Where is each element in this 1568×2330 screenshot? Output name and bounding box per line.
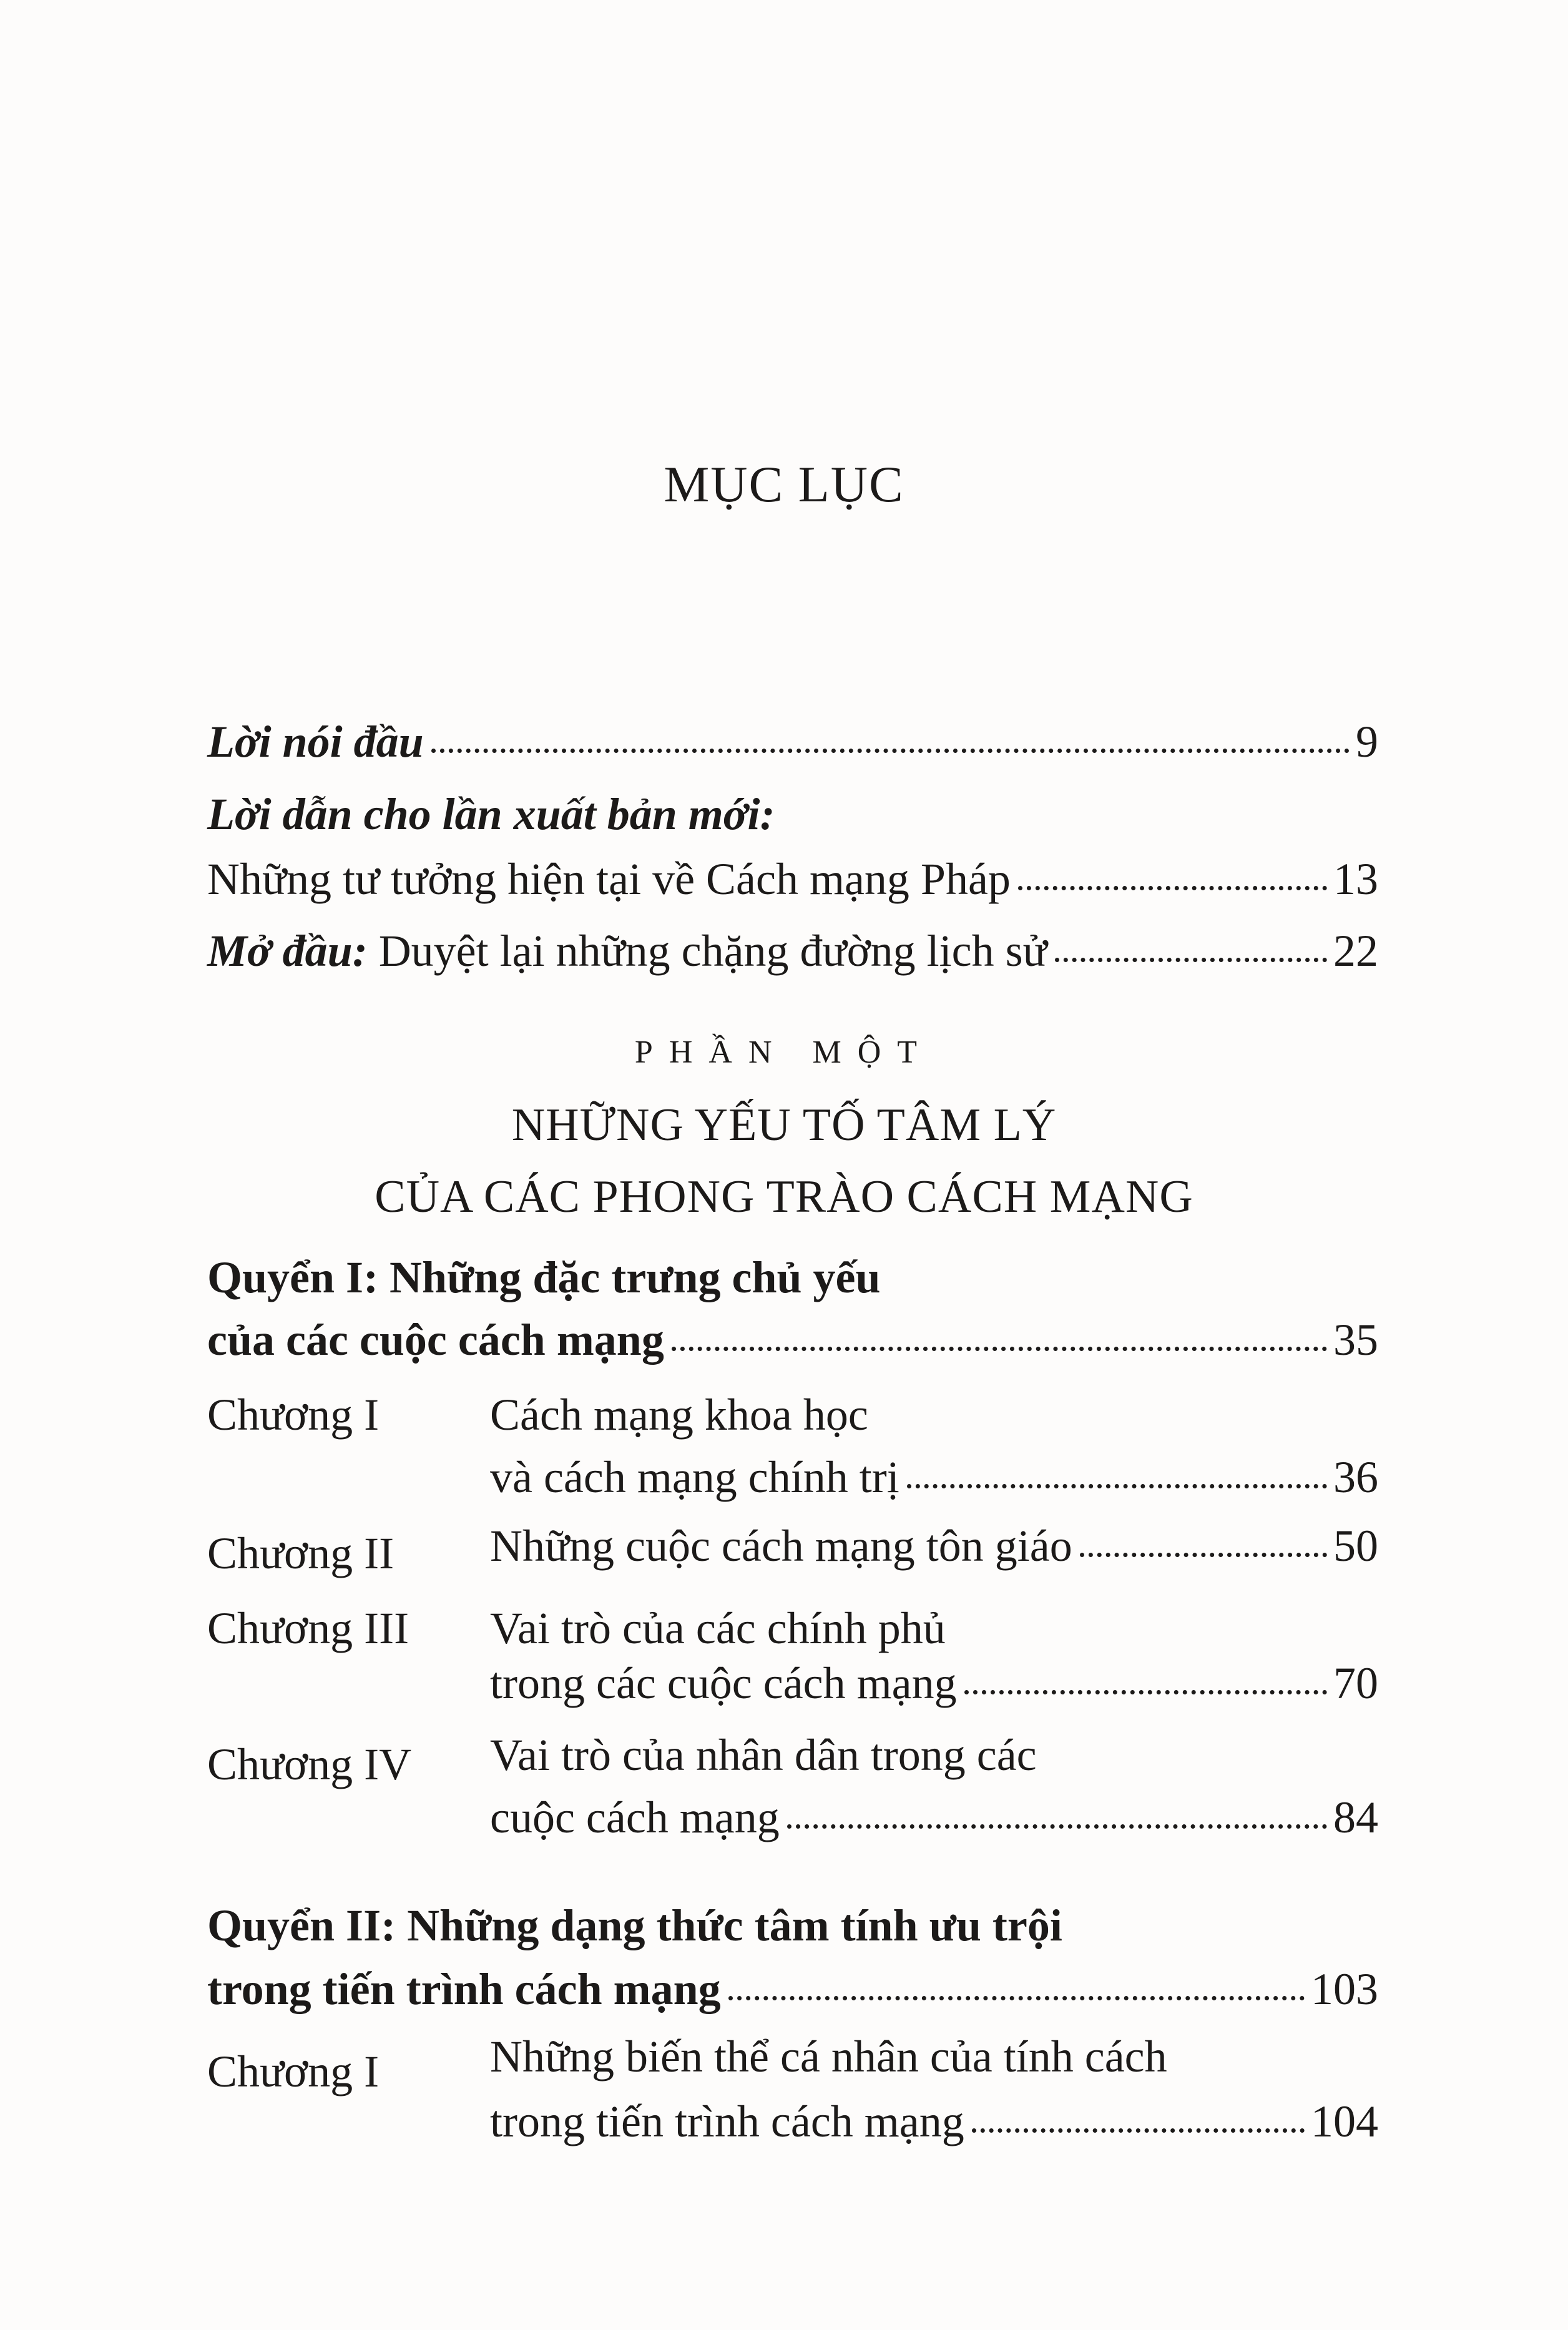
entry-page: 104 — [1311, 2097, 1378, 2146]
entry-page: 35 — [1333, 1315, 1378, 1365]
entry-page: 22 — [1333, 926, 1378, 976]
toc-entry-chapter — [490, 1521, 1378, 1571]
chapter-number: Chương I — [207, 1390, 380, 1440]
book-1-title-line2: của các cuộc cách mạng — [207, 1315, 664, 1365]
leader-dots — [431, 749, 1350, 753]
chapter-number: Chương IV — [207, 1739, 412, 1789]
toc-entry-book-1 — [207, 1315, 1378, 1365]
entry-subtitle: Những tư tưởng hiện tại về Cách mạng Pháp — [207, 854, 1011, 904]
entry-label: Lời nói đầu — [207, 717, 424, 767]
leader-dots — [787, 1824, 1327, 1829]
page-title: MỤC LỤC — [664, 456, 904, 513]
chapter-title-line2: trong các cuộc cách mạng — [490, 1658, 957, 1708]
chapter-number: Chương I — [207, 2047, 380, 2097]
leader-dots — [964, 1690, 1327, 1694]
entry-label-new-edition: Lời dẫn cho lần xuất bản mới: — [207, 789, 775, 839]
leader-dots — [1080, 1553, 1327, 1557]
toc-entry-preface — [207, 717, 1378, 767]
entry-page: 13 — [1333, 854, 1378, 904]
part-title-line2: CỦA CÁC PHONG TRÀO CÁCH MẠNG — [375, 1171, 1193, 1222]
chapter-title-line1: Những biến thể cá nhân của tính cách — [490, 2032, 1167, 2082]
chapter-title-line2: trong tiến trình cách mạng — [490, 2097, 964, 2146]
chapter-number: Chương III — [207, 1603, 409, 1653]
entry-text — [207, 926, 1047, 976]
part-label: PHẦN MỘT — [634, 1035, 934, 1070]
chapter-title-line1: Cách mạng khoa học — [490, 1390, 868, 1440]
entry-page: 36 — [1333, 1452, 1378, 1502]
entry-page: 9 — [1356, 717, 1378, 767]
book-1-title-line1: Quyển I: Những đặc trưng chủ yếu — [207, 1252, 881, 1302]
entry-page: 103 — [1311, 1964, 1378, 2014]
chapter-title-line2: cuộc cách mạng — [490, 1792, 780, 1842]
chapter-number: Chương II — [207, 1528, 394, 1578]
chapter-title-line1: Vai trò của các chính phủ — [490, 1603, 946, 1653]
leader-dots — [907, 1484, 1327, 1488]
entry-page: 70 — [1333, 1658, 1378, 1708]
entry-subtitle: Duyệt lại những chặng đường lịch sử — [378, 926, 1047, 976]
leader-dots — [972, 2128, 1305, 2133]
leader-dots — [1018, 886, 1327, 890]
part-title-line1: NHỮNG YẾU TỐ TÂM LÝ — [511, 1099, 1057, 1151]
toc-entry-book-2 — [207, 1964, 1378, 2014]
chapter-title-line1: Những cuộc cách mạng tôn giáo — [490, 1521, 1072, 1571]
entry-page: 84 — [1333, 1792, 1378, 1842]
chapter-title-line2: và cách mạng chính trị — [490, 1452, 899, 1502]
toc-entry-chapter — [490, 1452, 1378, 1502]
leader-dots — [672, 1347, 1327, 1351]
toc-entry-chapter — [490, 1792, 1378, 1842]
toc-entry-introduction — [207, 926, 1378, 976]
toc-entry-chapter — [490, 2099, 1378, 2144]
book-2-title-line2: trong tiến trình cách mạng — [207, 1964, 721, 2014]
entry-label: Mở đầu: — [207, 926, 368, 976]
chapter-title-line1: Vai trò của nhân dân trong các — [490, 1730, 1037, 1780]
toc-entry-chapter — [490, 1658, 1378, 1708]
entry-page: 50 — [1333, 1521, 1378, 1571]
leader-dots — [728, 1996, 1305, 2000]
leader-dots — [1055, 958, 1327, 962]
toc-entry-new-edition — [207, 854, 1378, 904]
book-2-title-line1: Quyển II: Những dạng thức tâm tính ưu trội — [207, 1900, 1062, 1950]
